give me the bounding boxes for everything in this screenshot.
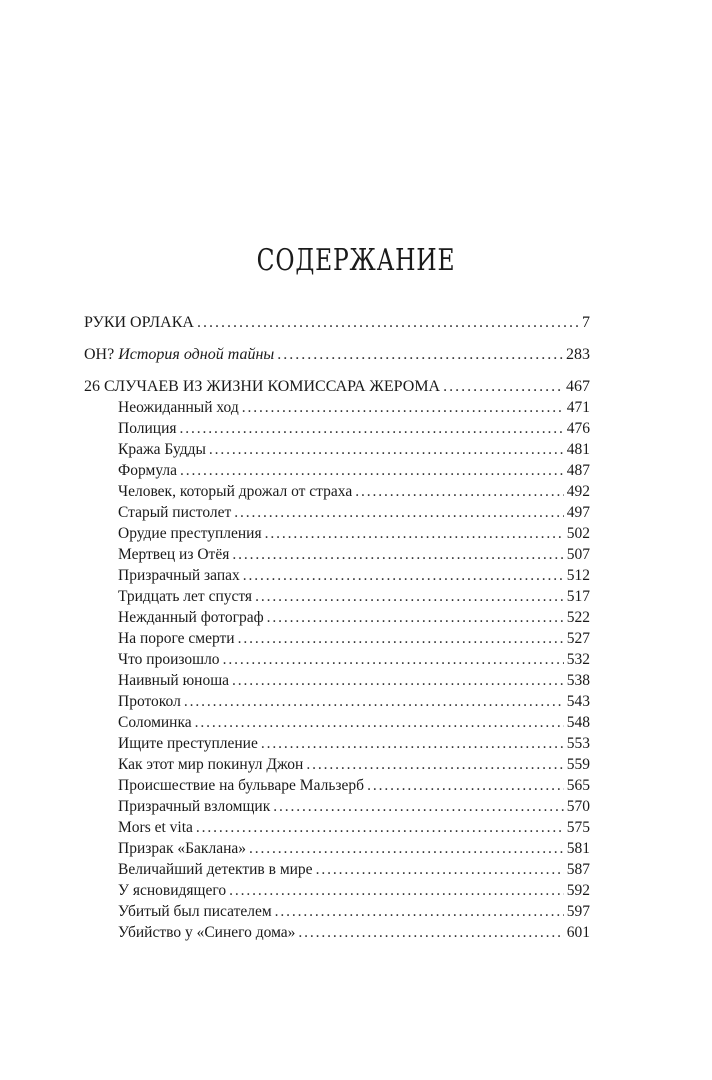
toc-leader-dots (180, 460, 564, 481)
toc-leader-dots (232, 544, 563, 565)
toc-leader-dots (195, 712, 564, 733)
toc-page-number: 527 (566, 630, 590, 647)
toc-page-number: 592 (566, 882, 590, 899)
toc-chapter-label: Кража Будды (118, 441, 206, 458)
toc-page-number: 283 (566, 346, 590, 363)
toc-chapter-row (84, 754, 590, 775)
toc-chapter-label: У ясновидящего (118, 882, 227, 899)
toc-chapter-row (84, 628, 590, 649)
toc-chapter-row (84, 649, 590, 670)
toc-page-number: 467 (566, 378, 590, 395)
toc-chapter-label: Призрак «Баклана» (118, 840, 246, 857)
toc-leader-dots (355, 481, 564, 502)
toc-chapter-row (84, 733, 590, 754)
toc-page-number: 532 (566, 651, 590, 668)
toc-chapter-label: Ищите преступление (118, 735, 258, 752)
toc-page-number: 522 (566, 609, 590, 626)
toc-part-label: 26 СЛУЧАЕВ ИЗ ЖИЗНИ КОМИССАРА ЖЕРОМА (84, 378, 441, 395)
toc-page-number: 601 (566, 924, 590, 941)
toc-part-row (84, 312, 590, 333)
toc-chapter-label: Происшествие на бульваре Мальзерб (118, 777, 365, 794)
toc-chapter-row (84, 817, 590, 838)
toc-chapter-label: Убитый был писателем (118, 903, 272, 920)
toc-page-number: 507 (566, 546, 590, 563)
page-title: СОДЕРЖАНИЕ (256, 243, 456, 278)
toc-chapter-row (84, 691, 590, 712)
toc-chapter-label: Mors et vita (118, 819, 193, 836)
table-of-contents (84, 312, 590, 943)
toc-chapter-label: Нежданный фотограф (118, 609, 264, 626)
toc-leader-dots (234, 502, 563, 523)
toc-chapter-row (84, 838, 590, 859)
toc-chapter-row (84, 544, 590, 565)
toc-leader-dots (229, 880, 564, 901)
toc-leader-dots (298, 922, 563, 943)
toc-page-number: 502 (566, 525, 590, 542)
toc-part-label (84, 344, 274, 365)
toc-chapter-row (84, 565, 590, 586)
toc-page-number: 512 (566, 567, 590, 584)
toc-leader-dots (238, 628, 564, 649)
toc-chapter-row (84, 586, 590, 607)
toc-page-number: 497 (566, 504, 590, 521)
toc-chapter-row (84, 859, 590, 880)
toc-page-number: 538 (566, 672, 590, 689)
toc-chapter-label: Призрачный взломщик (118, 798, 271, 815)
toc-leader-dots (267, 607, 564, 628)
toc-page-number: 7 (582, 314, 590, 331)
toc-leader-dots (255, 586, 564, 607)
toc-leader-dots (249, 838, 564, 859)
toc-chapter-label: Неожиданный ход (118, 399, 239, 416)
toc-chapter-row (84, 712, 590, 733)
toc-leader-dots (273, 796, 564, 817)
toc-chapter-label: Полиция (118, 420, 177, 437)
toc-chapter-label: Орудие преступления (118, 525, 262, 542)
toc-chapter-row (84, 460, 590, 481)
toc-page-number: 581 (566, 840, 590, 857)
toc-chapter-row (84, 901, 590, 922)
toc-part-label-prefix: ОН? (84, 346, 119, 363)
toc-chapter-label: Как этот мир покинул Джон (118, 756, 304, 773)
toc-leader-dots (242, 397, 564, 418)
toc-leader-dots (209, 439, 564, 460)
toc-chapter-row (84, 670, 590, 691)
toc-leader-dots (184, 691, 564, 712)
toc-leader-dots (443, 376, 563, 397)
toc-chapter-label: Величайший детектив в мире (118, 861, 313, 878)
toc-chapter-row (84, 880, 590, 901)
toc-leader-dots (180, 418, 564, 439)
toc-page-number: 492 (566, 483, 590, 500)
toc-leader-dots (367, 775, 564, 796)
toc-page-number: 559 (566, 756, 590, 773)
toc-chapter-row (84, 775, 590, 796)
toc-chapter-label: Старый пистолет (118, 504, 232, 521)
toc-chapter-row (84, 439, 590, 460)
toc-part-label-italic: История одной тайны (118, 346, 275, 363)
toc-chapter-row (84, 481, 590, 502)
toc-chapter-label: Мертвец из Отёя (118, 546, 230, 563)
toc-leader-dots (261, 733, 564, 754)
toc-page-number: 476 (566, 420, 590, 437)
toc-chapter-label: Соломинка (118, 714, 192, 731)
toc-page-number: 597 (566, 903, 590, 920)
toc-chapter-row (84, 922, 590, 943)
toc-leader-dots (197, 312, 579, 333)
toc-page-number: 487 (566, 462, 590, 479)
toc-chapter-label: Наивный юноша (118, 672, 230, 689)
toc-page-number: 570 (566, 798, 590, 815)
toc-chapter-label: На пороге смерти (118, 630, 235, 647)
toc-chapter-label: Протокол (118, 693, 181, 710)
toc-part-label: РУКИ ОРЛАКА (84, 314, 194, 331)
toc-page-number: 543 (566, 693, 590, 710)
toc-chapter-label: Тридцать лет спустя (118, 588, 253, 605)
toc-chapter-list (84, 397, 590, 943)
toc-chapter-label: Что произошло (118, 651, 220, 668)
toc-leader-dots (265, 523, 564, 544)
toc-chapter-row (84, 607, 590, 628)
toc-chapter-row (84, 418, 590, 439)
toc-page-number: 548 (566, 714, 590, 731)
toc-leader-dots (223, 649, 564, 670)
toc-page-number: 517 (566, 588, 590, 605)
toc-part-row (84, 344, 590, 365)
toc-leader-dots (277, 344, 563, 365)
toc-leader-dots (316, 859, 564, 880)
toc-leader-dots (306, 754, 563, 775)
toc-chapter-row (84, 397, 590, 418)
toc-chapter-label: Убийство у «Синего дома» (118, 924, 296, 941)
toc-chapter-row (84, 523, 590, 544)
toc-leader-dots (196, 817, 564, 838)
toc-page-number: 481 (566, 441, 590, 458)
toc-part-row (84, 376, 590, 397)
toc-page-number: 575 (566, 819, 590, 836)
toc-chapter-label: Человек, который дрожал от страха (118, 483, 353, 500)
toc-chapter-label: Призрачный запах (118, 567, 240, 584)
toc-page-number: 565 (566, 777, 590, 794)
toc-page-number: 471 (566, 399, 590, 416)
toc-chapter-row (84, 796, 590, 817)
toc-leader-dots (232, 670, 564, 691)
toc-chapter-label: Формула (118, 462, 178, 479)
toc-leader-dots (243, 565, 564, 586)
toc-page-number: 553 (566, 735, 590, 752)
toc-leader-dots (275, 901, 564, 922)
toc-chapter-row (84, 502, 590, 523)
toc-page-number: 587 (566, 861, 590, 878)
